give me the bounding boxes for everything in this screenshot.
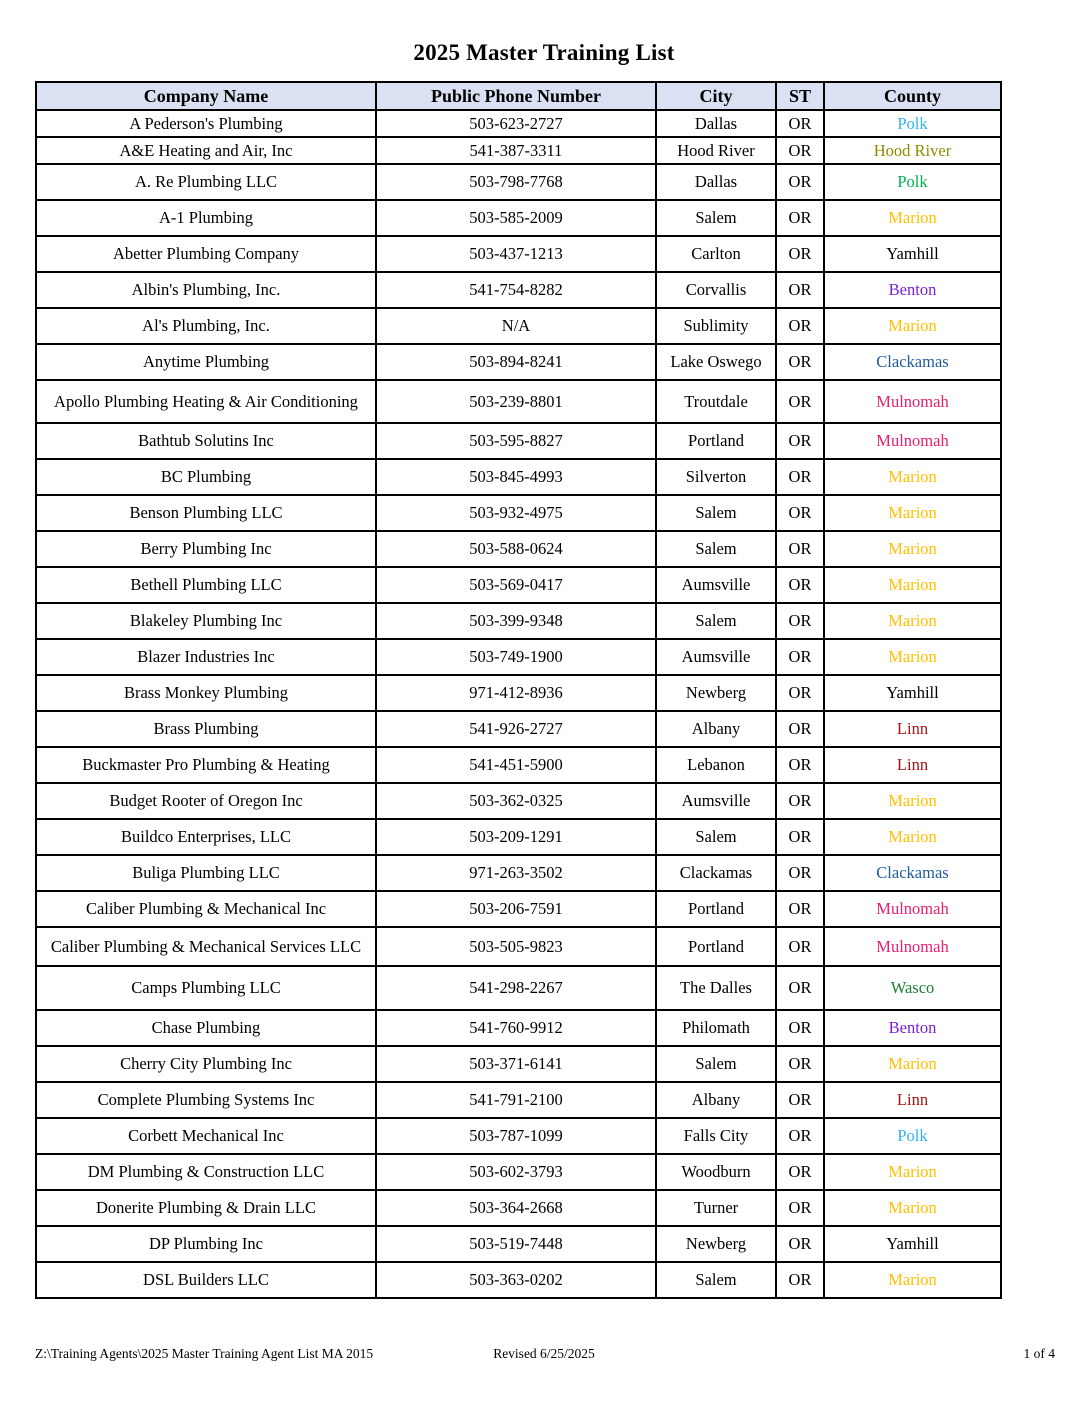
county-cell: Benton (824, 272, 1001, 308)
phone-cell: 503-845-4993 (376, 459, 656, 495)
company-cell: Brass Monkey Plumbing (36, 675, 376, 711)
phone-cell: 541-754-8282 (376, 272, 656, 308)
state-cell: OR (776, 567, 824, 603)
city-cell: Carlton (656, 236, 776, 272)
city-cell: Albany (656, 711, 776, 747)
county-cell: Marion (824, 819, 1001, 855)
phone-cell: 541-298-2267 (376, 966, 656, 1010)
city-cell: Turner (656, 1190, 776, 1226)
company-cell: Buildco Enterprises, LLC (36, 819, 376, 855)
state-cell: OR (776, 1082, 824, 1118)
city-cell: Dallas (656, 164, 776, 200)
county-cell: Marion (824, 308, 1001, 344)
state-cell: OR (776, 1226, 824, 1262)
state-cell: OR (776, 711, 824, 747)
state-cell: OR (776, 308, 824, 344)
city-cell: Salem (656, 603, 776, 639)
city-cell: Hood River (656, 137, 776, 164)
city-cell: Lake Oswego (656, 344, 776, 380)
city-cell: Sublimity (656, 308, 776, 344)
county-cell: Marion (824, 1046, 1001, 1082)
phone-cell: 503-749-1900 (376, 639, 656, 675)
state-cell: OR (776, 747, 824, 783)
table-row (36, 459, 1001, 495)
city-cell: Newberg (656, 1226, 776, 1262)
state-cell: OR (776, 344, 824, 380)
county-cell: Linn (824, 1082, 1001, 1118)
county-cell: Yamhill (824, 675, 1001, 711)
city-cell: Lebanon (656, 747, 776, 783)
company-cell: Chase Plumbing (36, 1010, 376, 1046)
phone-cell: 503-399-9348 (376, 603, 656, 639)
table-row (36, 747, 1001, 783)
phone-cell: 503-585-2009 (376, 200, 656, 236)
phone-cell: 503-239-8801 (376, 380, 656, 423)
county-cell: Marion (824, 783, 1001, 819)
column-header-phone: Public Phone Number (376, 82, 656, 110)
table-row (36, 137, 1001, 164)
table-row (36, 603, 1001, 639)
county-cell: Polk (824, 1118, 1001, 1154)
table-row (36, 783, 1001, 819)
state-cell: OR (776, 1154, 824, 1190)
column-header-city: City (656, 82, 776, 110)
phone-cell: 503-505-9823 (376, 927, 656, 966)
city-cell: Troutdale (656, 380, 776, 423)
company-cell: Blazer Industries Inc (36, 639, 376, 675)
phone-cell: 503-209-1291 (376, 819, 656, 855)
city-cell: Salem (656, 1262, 776, 1298)
state-cell: OR (776, 603, 824, 639)
footer-page-number: 1 of 4 (1023, 1346, 1055, 1361)
table-row (36, 164, 1001, 200)
company-cell: Budget Rooter of Oregon Inc (36, 783, 376, 819)
city-cell: Silverton (656, 459, 776, 495)
company-cell: BC Plumbing (36, 459, 376, 495)
city-cell: Portland (656, 891, 776, 927)
county-cell: Yamhill (824, 236, 1001, 272)
city-cell: Albany (656, 1082, 776, 1118)
state-cell: OR (776, 423, 824, 459)
county-cell: Polk (824, 110, 1001, 137)
table-row (36, 308, 1001, 344)
phone-cell: 503-362-0325 (376, 783, 656, 819)
phone-cell: N/A (376, 308, 656, 344)
city-cell: Portland (656, 423, 776, 459)
phone-cell: 971-263-3502 (376, 855, 656, 891)
phone-cell: 503-519-7448 (376, 1226, 656, 1262)
county-cell: Marion (824, 603, 1001, 639)
table-row (36, 567, 1001, 603)
table-row (36, 272, 1001, 308)
state-cell: OR (776, 855, 824, 891)
training-list-table (35, 81, 1002, 1299)
phone-cell: 503-623-2727 (376, 110, 656, 137)
table-row (36, 423, 1001, 459)
city-cell: Aumsville (656, 783, 776, 819)
table-row (36, 1154, 1001, 1190)
phone-cell: 503-894-8241 (376, 344, 656, 380)
county-cell: Hood River (824, 137, 1001, 164)
phone-cell: 503-364-2668 (376, 1190, 656, 1226)
state-cell: OR (776, 236, 824, 272)
table-row (36, 380, 1001, 423)
footer-file-path: Z:\Training Agents\2025 Master Training Agent List MA 2015 (35, 1346, 374, 1361)
city-cell: The Dalles (656, 966, 776, 1010)
table-row (36, 819, 1001, 855)
company-cell: Abetter Plumbing Company (36, 236, 376, 272)
county-cell: Mulnomah (824, 380, 1001, 423)
table-body (36, 110, 1001, 1298)
city-cell: Aumsville (656, 567, 776, 603)
state-cell: OR (776, 272, 824, 308)
state-cell: OR (776, 639, 824, 675)
city-cell: Portland (656, 927, 776, 966)
state-cell: OR (776, 459, 824, 495)
state-cell: OR (776, 819, 824, 855)
city-cell: Dallas (656, 110, 776, 137)
phone-cell: 971-412-8936 (376, 675, 656, 711)
company-cell: A. Re Plumbing LLC (36, 164, 376, 200)
phone-cell: 541-926-2727 (376, 711, 656, 747)
phone-cell: 503-932-4975 (376, 495, 656, 531)
phone-cell: 503-787-1099 (376, 1118, 656, 1154)
phone-cell: 503-602-3793 (376, 1154, 656, 1190)
company-cell: DP Plumbing Inc (36, 1226, 376, 1262)
county-cell: Wasco (824, 966, 1001, 1010)
phone-cell: 503-595-8827 (376, 423, 656, 459)
footer-revised-date: Revised 6/25/2025 (493, 1346, 595, 1361)
table-row (36, 495, 1001, 531)
state-cell: OR (776, 164, 824, 200)
state-cell: OR (776, 1046, 824, 1082)
county-cell: Clackamas (824, 855, 1001, 891)
company-cell: Brass Plumbing (36, 711, 376, 747)
table-row (36, 344, 1001, 380)
county-cell: Marion (824, 200, 1001, 236)
phone-cell: 503-437-1213 (376, 236, 656, 272)
company-cell: Caliber Plumbing & Mechanical Inc (36, 891, 376, 927)
city-cell: Salem (656, 495, 776, 531)
county-cell: Marion (824, 639, 1001, 675)
company-cell: DM Plumbing & Construction LLC (36, 1154, 376, 1190)
company-cell: Corbett Mechanical Inc (36, 1118, 376, 1154)
company-cell: Bethell Plumbing LLC (36, 567, 376, 603)
county-cell: Linn (824, 711, 1001, 747)
table-row (36, 711, 1001, 747)
county-cell: Marion (824, 1154, 1001, 1190)
table-row (36, 1190, 1001, 1226)
city-cell: Salem (656, 819, 776, 855)
table-row (36, 1010, 1001, 1046)
table-row (36, 236, 1001, 272)
state-cell: OR (776, 1190, 824, 1226)
county-cell: Marion (824, 459, 1001, 495)
county-cell: Marion (824, 567, 1001, 603)
company-cell: Caliber Plumbing & Mechanical Services LLC (36, 927, 376, 966)
city-cell: Salem (656, 531, 776, 567)
table-row (36, 1226, 1001, 1262)
county-cell: Benton (824, 1010, 1001, 1046)
phone-cell: 503-798-7768 (376, 164, 656, 200)
phone-cell: 541-451-5900 (376, 747, 656, 783)
table-row (36, 927, 1001, 966)
phone-cell: 503-588-0624 (376, 531, 656, 567)
city-cell: Aumsville (656, 639, 776, 675)
county-cell: Mulnomah (824, 423, 1001, 459)
city-cell: Salem (656, 1046, 776, 1082)
county-cell: Yamhill (824, 1226, 1001, 1262)
city-cell: Salem (656, 200, 776, 236)
table-row (36, 891, 1001, 927)
company-cell: Al's Plumbing, Inc. (36, 308, 376, 344)
state-cell: OR (776, 531, 824, 567)
city-cell: Philomath (656, 1010, 776, 1046)
company-cell: Anytime Plumbing (36, 344, 376, 380)
county-cell: Mulnomah (824, 927, 1001, 966)
company-cell: A-1 Plumbing (36, 200, 376, 236)
company-cell: Blakeley Plumbing Inc (36, 603, 376, 639)
company-cell: Albin's Plumbing, Inc. (36, 272, 376, 308)
state-cell: OR (776, 927, 824, 966)
state-cell: OR (776, 1010, 824, 1046)
company-cell: Benson Plumbing LLC (36, 495, 376, 531)
table-row (36, 1082, 1001, 1118)
table-row (36, 855, 1001, 891)
table-header (36, 82, 1001, 110)
column-header-state: ST (776, 82, 824, 110)
company-cell: Camps Plumbing LLC (36, 966, 376, 1010)
company-cell: Apollo Plumbing Heating & Air Conditioning (36, 380, 376, 423)
table-row (36, 1046, 1001, 1082)
state-cell: OR (776, 495, 824, 531)
phone-cell: 541-387-3311 (376, 137, 656, 164)
table-row (36, 639, 1001, 675)
company-cell: Buliga Plumbing LLC (36, 855, 376, 891)
table-row (36, 110, 1001, 137)
phone-cell: 503-363-0202 (376, 1262, 656, 1298)
city-cell: Falls City (656, 1118, 776, 1154)
table-row (36, 531, 1001, 567)
state-cell: OR (776, 1262, 824, 1298)
city-cell: Corvallis (656, 272, 776, 308)
company-cell: A Pederson's Plumbing (36, 110, 376, 137)
state-cell: OR (776, 110, 824, 137)
page-footer (0, 1346, 1088, 1366)
company-cell: Buckmaster Pro Plumbing & Heating (36, 747, 376, 783)
header-row (36, 82, 1001, 110)
table-row (36, 200, 1001, 236)
city-cell: Woodburn (656, 1154, 776, 1190)
state-cell: OR (776, 675, 824, 711)
table-row (36, 675, 1001, 711)
state-cell: OR (776, 1118, 824, 1154)
county-cell: Linn (824, 747, 1001, 783)
state-cell: OR (776, 380, 824, 423)
table-row (36, 1118, 1001, 1154)
county-cell: Marion (824, 1262, 1001, 1298)
company-cell: Bathtub Solutins Inc (36, 423, 376, 459)
city-cell: Clackamas (656, 855, 776, 891)
county-cell: Polk (824, 164, 1001, 200)
state-cell: OR (776, 891, 824, 927)
table-row (36, 966, 1001, 1010)
company-cell: Cherry City Plumbing Inc (36, 1046, 376, 1082)
state-cell: OR (776, 137, 824, 164)
county-cell: Clackamas (824, 344, 1001, 380)
county-cell: Marion (824, 531, 1001, 567)
page-title: 2025 Master Training List (413, 40, 675, 65)
company-cell: Berry Plumbing Inc (36, 531, 376, 567)
company-cell: DSL Builders LLC (36, 1262, 376, 1298)
column-header-county: County (824, 82, 1001, 110)
county-cell: Marion (824, 495, 1001, 531)
company-cell: A&E Heating and Air, Inc (36, 137, 376, 164)
phone-cell: 541-791-2100 (376, 1082, 656, 1118)
phone-cell: 503-569-0417 (376, 567, 656, 603)
state-cell: OR (776, 966, 824, 1010)
county-cell: Mulnomah (824, 891, 1001, 927)
city-cell: Newberg (656, 675, 776, 711)
state-cell: OR (776, 200, 824, 236)
table-row (36, 1262, 1001, 1298)
phone-cell: 541-760-9912 (376, 1010, 656, 1046)
county-cell: Marion (824, 1190, 1001, 1226)
state-cell: OR (776, 783, 824, 819)
phone-cell: 503-206-7591 (376, 891, 656, 927)
company-cell: Complete Plumbing Systems Inc (36, 1082, 376, 1118)
company-cell: Donerite Plumbing & Drain LLC (36, 1190, 376, 1226)
phone-cell: 503-371-6141 (376, 1046, 656, 1082)
column-header-company: Company Name (36, 82, 376, 110)
